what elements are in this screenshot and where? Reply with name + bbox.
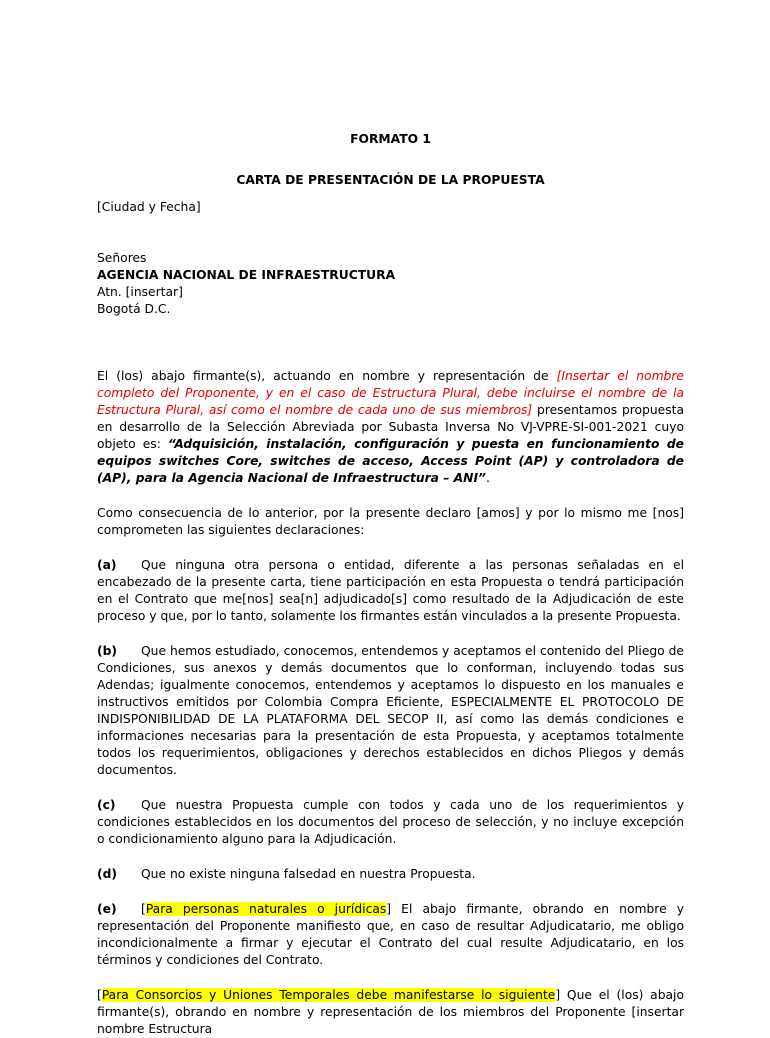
intro-end: . [485,471,490,485]
intro-text-1: El (los) abajo firmante(s), actuando en nombre y representación de [97,369,557,383]
highlighted-note: Para Consorcios y Uniones Temporales debe manifestarse lo siguiente [101,988,556,1002]
intro-paragraph [97,368,684,487]
bracket-open: [ [141,902,146,916]
consequence-paragraph: Como consecuencia de lo anterior, por la presente declaro [amos] y por lo mismo me [nos] comprometen las siguientes declaraciones: [97,506,684,537]
declaration-text: Que nuestra Propuesta cumple con todos y cada uno de los requerimientos y condiciones establecidos en los documentos del proceso de selección, y no incluye excepción o condicionamiento alguno para la Adjudicación. [97,798,684,846]
declaration-text: Que hemos estudiado, conocemos, entendemos y aceptamos el contenido del Pliego de Condiciones, sus anexos y demás documentos que lo conforman, incluyendo todas sus Adendas; igualmente conocemos, entendemos y aceptamos lo dispuesto en los manuales e instructivos emitidos por Colombia Compra Eficiente, ESPECIALMENTE EL PROTOCOLO DE INDISPONIBILIDAD DE LA PLATAFORMA DEL SECOP II, así como las demás condiciones e informaciones necesarias para la presentación de esta Propuesta, y aceptamos totalmente todos los requerimientos, obligaciones y derechos establecidos en dichos Pliegos y demás documentos. [97,644,684,777]
salutation: Señores [97,251,147,265]
contract-object: “Adquisición, instalación, configuración y puesta en funcionamiento de equipos switches Core, switches de acceso, Access Point (AP) y controladora de (AP), para la Agencia Nacional de Infraestructura – ANI” [97,437,684,485]
document-subtitle: CARTA DE PRESENTACIÓN DE LA PROPUESTA [236,173,545,187]
city-date: [Ciudad y Fecha] [97,200,201,214]
intro-text-2: presentamos propuesta en desarrollo de la Selección Abreviada por Subasta Inversa No VJ-VPRE-SI-001-2021 cuyo objeto es: [97,403,684,451]
declaration-text: Que no existe ninguna falsedad en nuestra Propuesta. [141,867,476,881]
address-block [97,250,684,318]
consorcios-paragraph [97,987,684,1038]
attention-line: Atn. [insertar] [97,285,183,299]
declaration-label: (e) [97,902,117,916]
highlighted-note: Para personas naturales o jurídicas [145,902,387,916]
agency-name: AGENCIA NACIONAL DE INFRAESTRUCTURA [97,268,396,282]
bracket-open: [ [97,988,102,1002]
bracket-close: ] [555,988,561,1002]
declaration-label: (c) [97,798,116,812]
bracket-close: ] [386,902,392,916]
declaration-label: (b) [97,644,118,658]
document-title: FORMATO 1 [350,132,431,146]
address-city: Bogotá D.C. [97,302,171,316]
declaration-text: Que ninguna otra persona o entidad, diferente a las personas señaladas en el encabezado de la presente carta, tiene participación en esta Propuesta o tendrá participación en el Contrato que me[nos] sea[n] adjudicado[s] como resultado de la Adjudicación de este proceso y que, por lo tanto, solamente los firmantes están vinculados a la presente Propuesta. [97,558,684,623]
document-page [97,131,684,1038]
consorcios-text: Que el (los) abajo firmante(s), obrando en nombre y representación de los miembros del Proponente [insertar nombre Estructura [97,988,684,1036]
declaration-text: El abajo firmante, obrando en nombre y representación del Proponente manifiesto que, en caso de resultar Adjudicatario, me obligo incondicionalmente a firmar y ejecutar el Contrato del cual resulte Adjudicatario, en los términos y condiciones del Contrato. [97,902,684,967]
declaration-d [97,866,684,883]
declaration-b [97,643,684,779]
declaration-a [97,557,684,625]
declaration-e [97,901,684,969]
declaration-c [97,797,684,848]
declaration-label: (a) [97,558,117,572]
declaration-label: (d) [97,867,118,881]
proponent-placeholder: [Insertar el nombre completo del Proponente, y en el caso de Estructura Plural, debe incluirse el nombre de la Estructura Plural, así como el nombre de cada uno de sus miembros] [97,369,684,417]
